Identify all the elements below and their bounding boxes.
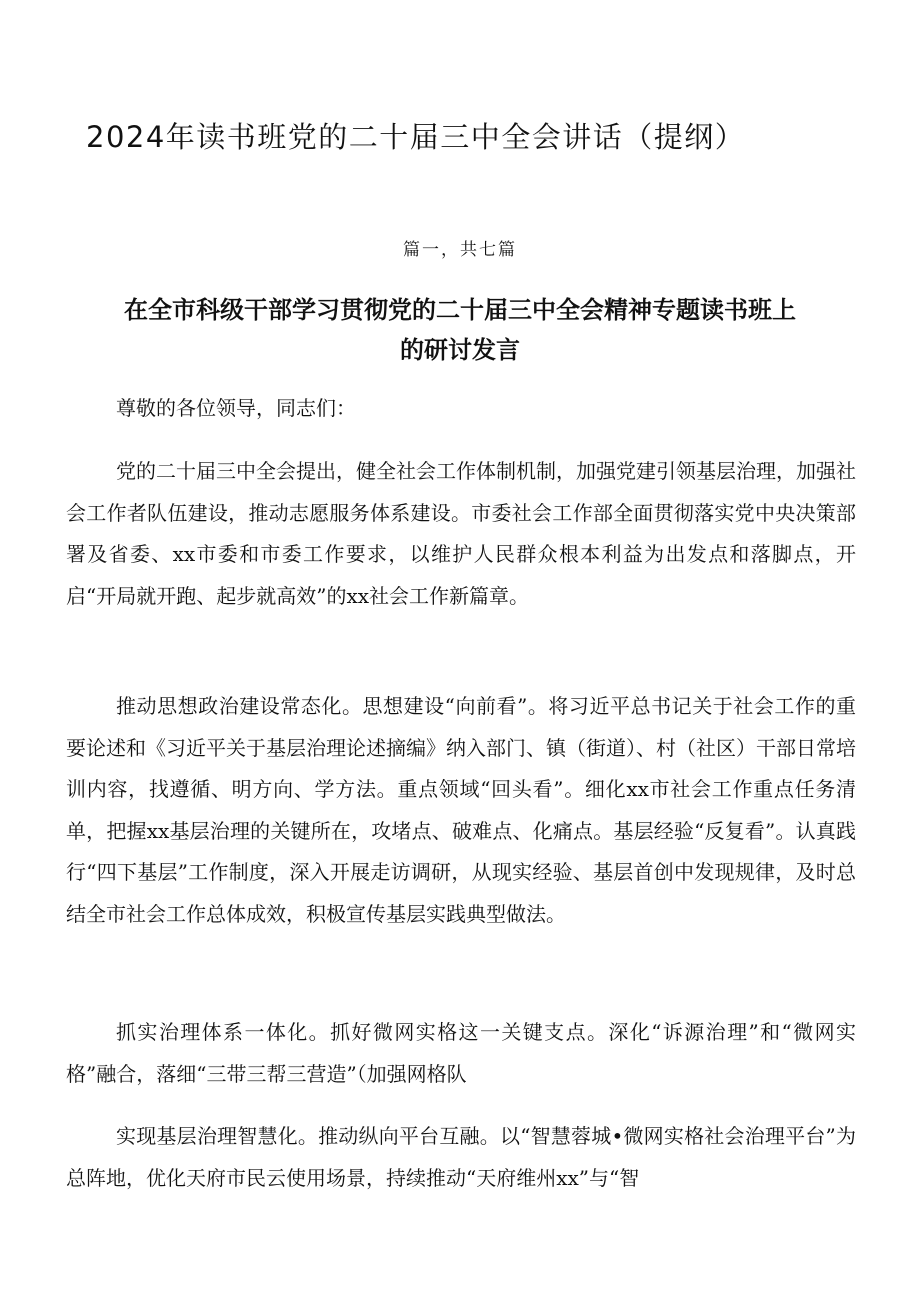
body-paragraph: 推动思想政治建设常态化。思想建设“向前看”。将习近平总书记关于社会工作的重要论述和《习近平关于基层治理论述摘编》纳入部门、镇（街道）、村（社区）干部日常培训内容，找遵循、明方向、学方法。重点领域“回头看”。细化xx市社会工作重点任务清单，把握xx基层治理的关键所在，攻堵点、破难点、化痛点。基层经验“反复看”。认真践行“四下基层”工作制度，深入开展走访调研，从现实经验、基层首创中发现规律，及时总结全市社会工作总体成效，积极宣传基层实践典型做法。: [66, 694, 856, 926]
document-title: 2024年读书班党的二十届三中全会讲话（提纲）: [86, 120, 746, 154]
body-paragraph: 实现基层治理智慧化。推动纵向平台互融。以“智慧蓉城•微网实格社会治理平台”为总阵地，优化天府市民云使用场景，持续推动“天府维州xx”与“智: [66, 1124, 856, 1190]
salutation: 尊敬的各位领导，同志们：: [116, 396, 356, 420]
speech-title: 在全市科级干部学习贯彻党的二十届三中全会精神专题读书班上的研讨发言: [124, 296, 796, 364]
section-label: 篇一，共七篇: [403, 240, 517, 260]
body-paragraph: 抓实治理体系一体化。抓好微网实格这一关键支点。深化“诉源治理”和“微网实格”融合，落细“三带三帮三营造”（加强网格队: [66, 1020, 856, 1086]
body-paragraph: 党的二十届三中全会提出，健全社会工作体制机制，加强党建引领基层治理，加强社会工作者队伍建设，推动志愿服务体系建设。市委社会工作部全面贯彻落实党中央决策部署及省委、xx市委和市委工作要求，以维护人民群众根本利益为出发点和落脚点，开启“开局就开跑、起步就高效”的xx社会工作新篇章。: [66, 459, 856, 608]
